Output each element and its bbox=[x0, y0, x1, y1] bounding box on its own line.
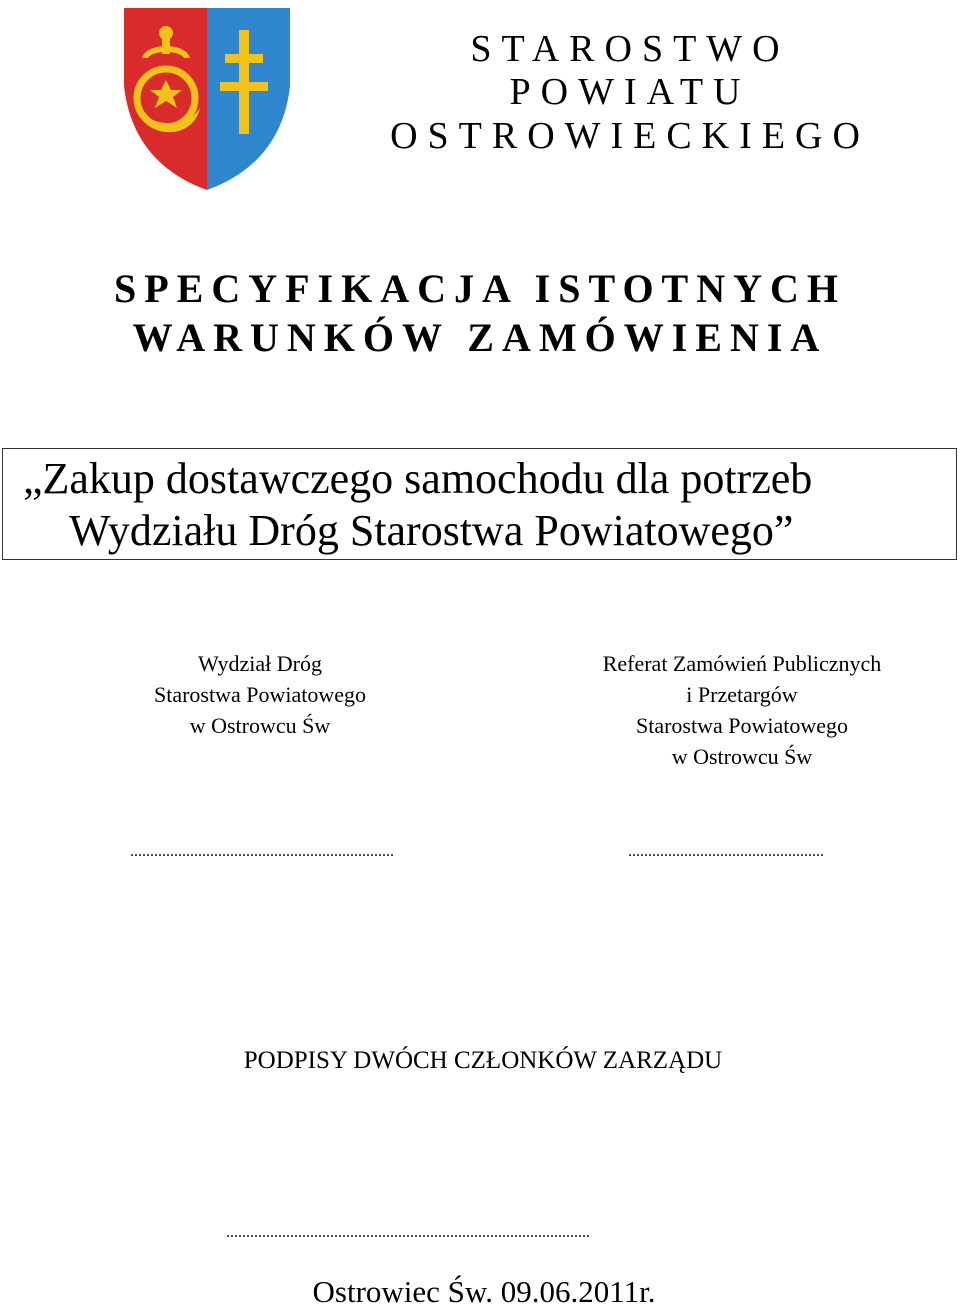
department-right-line: Referat Zamówień Publicznych bbox=[602, 651, 882, 676]
tender-title-line-1: „Zakup dostawczego samochodu dla potrzeb bbox=[23, 454, 813, 503]
coat-of-arms-icon bbox=[122, 6, 292, 192]
office-name-line-3: OSTROWIECKIEGO bbox=[390, 115, 870, 157]
spec-heading-line-1: SPECYFIKACJA ISTOTNYCH bbox=[113, 266, 847, 311]
tender-title-line-2: Wydziału Dróg Starostwa Powiatowego” bbox=[69, 506, 794, 555]
department-left-line: w Ostrowcu Św bbox=[189, 713, 331, 738]
place-and-date: Ostrowiec Św. 09.06.2011r. bbox=[312, 1274, 656, 1309]
signature-line-right: ................................................. bbox=[628, 843, 824, 860]
signatures-label: PODPISY DWÓCH CZŁONKÓW ZARZĄDU bbox=[243, 1047, 723, 1074]
department-left-line: Starostwa Powiatowego bbox=[153, 682, 367, 707]
office-name-line-1: STAROSTWO bbox=[470, 28, 790, 70]
office-name-line-2: POWIATU bbox=[509, 71, 751, 113]
spec-heading-line-2: WARUNKÓW ZAMÓWIENIA bbox=[132, 315, 828, 360]
department-left bbox=[90, 648, 430, 741]
tender-title-box bbox=[2, 448, 957, 560]
department-right-line: Starostwa Powiatowego bbox=[635, 713, 849, 738]
department-right-line: i Przetargów bbox=[686, 682, 798, 707]
department-right-line: w Ostrowcu Św bbox=[671, 744, 813, 769]
signature-line-board: ........................................................................................... bbox=[226, 1224, 590, 1241]
department-right bbox=[532, 648, 952, 772]
signature-line-left: .................................................................. bbox=[130, 843, 394, 860]
department-left-line: Wydział Dróg bbox=[198, 651, 322, 676]
